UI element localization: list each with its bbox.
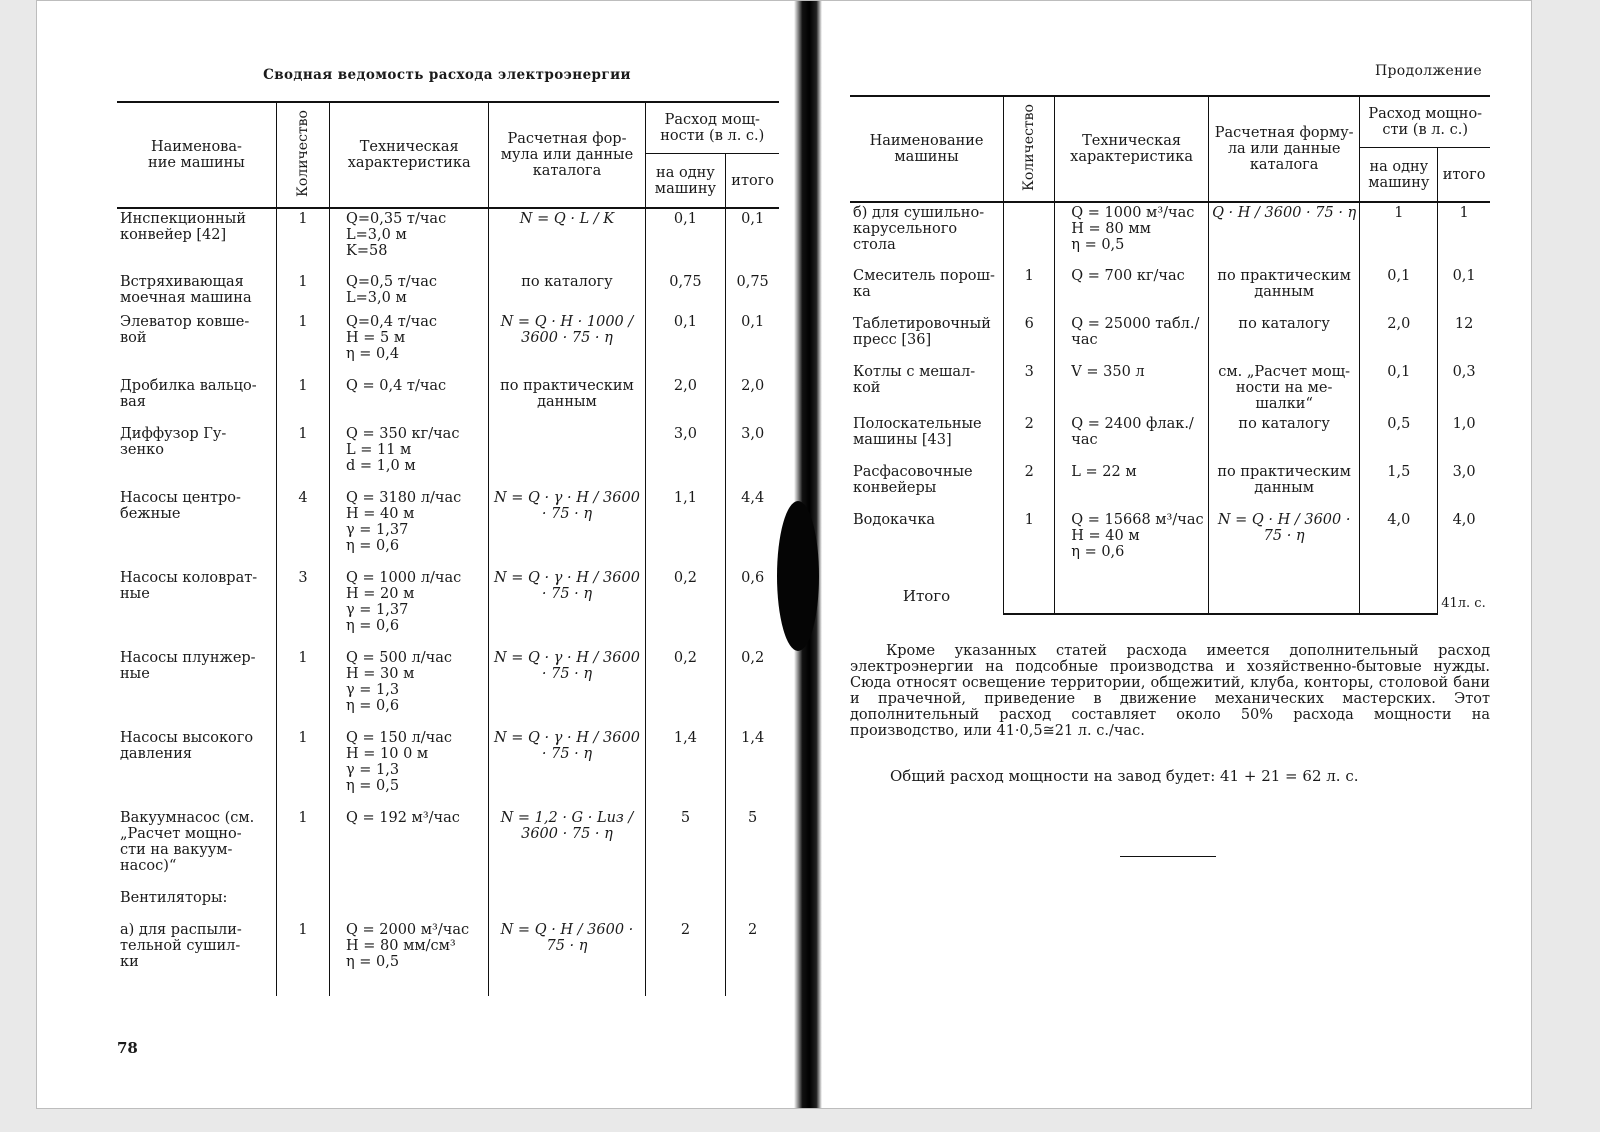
row-quantity: 2 xyxy=(1004,414,1055,462)
row-name: Водокачка xyxy=(853,512,936,528)
row-tech-spec: Q = 1000 м³/час H = 80 мм η = 0,5 xyxy=(1055,202,1209,266)
row-power-total: 5 xyxy=(726,808,779,888)
row-quantity: 4 xyxy=(276,488,329,568)
scanned-spread xyxy=(36,0,1532,1109)
row-tech-spec: Q = 15668 м³/час H = 40 м η = 0,6 xyxy=(1055,510,1209,574)
row-power-per-machine xyxy=(645,888,726,920)
row-tech-spec: Q = 2400 флак./час xyxy=(1055,414,1209,462)
row-power-total: 0,2 xyxy=(726,648,779,728)
row-name: Диффузор Гу- зенко xyxy=(120,426,227,458)
table-row xyxy=(850,462,1490,510)
row-quantity: 1 xyxy=(276,376,329,424)
row-quantity: 2 xyxy=(1004,462,1055,510)
row-quantity: 3 xyxy=(276,568,329,648)
row-power-per-machine: 0,1 xyxy=(1360,362,1438,414)
row-power-total: 2,0 xyxy=(726,376,779,424)
table-row xyxy=(850,314,1490,362)
row-power-total: 1,4 xyxy=(726,728,779,808)
row-name: Вакуумнасос (см. „Расчет мощно- сти на вакуум- насос)“ xyxy=(120,810,255,874)
header-per-machine: на одну машину xyxy=(1360,148,1438,203)
row-power-total: 3,0 xyxy=(726,424,779,488)
row-tech-spec: V = 350 л xyxy=(1055,362,1209,414)
row-tech-spec xyxy=(330,888,489,920)
table-title: Сводная ведомость расхода электроэнергии xyxy=(263,67,631,83)
row-power-per-machine: 2,0 xyxy=(1360,314,1438,362)
closing-rule xyxy=(1120,856,1216,857)
row-tech-spec: Q = 1000 л/час H = 20 м γ = 1,37 η = 0,6 xyxy=(330,568,489,648)
row-quantity: 1 xyxy=(276,728,329,808)
row-quantity: 1 xyxy=(1004,266,1055,314)
header-qty: Количество xyxy=(276,102,329,208)
row-quantity: 1 xyxy=(276,312,329,376)
row-power-per-machine: 0,75 xyxy=(645,272,726,312)
row-power-total: 0,1 xyxy=(726,208,779,272)
row-formula: по практическим данным xyxy=(489,376,645,424)
row-power-per-machine: 0,5 xyxy=(1360,414,1438,462)
row-tech-spec: Q=0,4 т/час H = 5 м η = 0,4 xyxy=(330,312,489,376)
row-name: Смеситель порош- ка xyxy=(853,268,995,300)
row-power-total: 12 xyxy=(1438,314,1490,362)
header-tech: Техническая характеристика xyxy=(330,102,489,208)
row-quantity: 1 xyxy=(276,272,329,312)
row-formula: N = Q · γ · H / 3600 · 75 · η xyxy=(489,568,645,648)
row-tech-spec: L = 22 м xyxy=(1055,462,1209,510)
power-consumption-table-continued xyxy=(850,95,1490,615)
row-tech-spec: Q = 0,4 т/час xyxy=(330,376,489,424)
row-name: Котлы с мешал- кой xyxy=(853,364,976,396)
row-formula: по практическим данным xyxy=(1208,266,1360,314)
row-quantity xyxy=(1004,202,1055,266)
row-formula: N = Q · H / 3600 · 75 · η xyxy=(489,920,645,996)
row-formula: N = Q · H · 1000 / 3600 · 75 · η xyxy=(489,312,645,376)
table-row xyxy=(117,568,779,648)
row-power-per-machine: 0,2 xyxy=(645,648,726,728)
row-name: б) для сушильно- карусельного стола xyxy=(853,205,985,253)
row-name: Насосы плунжер- ные xyxy=(120,650,256,682)
row-formula: N = Q · γ · H / 3600 · 75 · η xyxy=(489,648,645,728)
table-row xyxy=(117,272,779,312)
row-power-total: 0,1 xyxy=(726,312,779,376)
table-row xyxy=(117,888,779,920)
row-name: Инспекционный конвейер [42] xyxy=(120,211,246,243)
table-row xyxy=(850,414,1490,462)
row-name: Насосы высокого давления xyxy=(120,730,254,762)
table-row xyxy=(850,266,1490,314)
row-name: а) для распыли- тельной сушил- ки xyxy=(120,922,242,970)
row-name: Насосы центро- бежные xyxy=(120,490,241,522)
power-consumption-table xyxy=(117,101,779,996)
table-row xyxy=(850,510,1490,574)
row-power-per-machine: 1,5 xyxy=(1360,462,1438,510)
row-tech-spec: Q = 3180 л/час H = 40 м γ = 1,37 η = 0,6 xyxy=(330,488,489,568)
row-tech-spec: Q = 350 кг/час L = 11 м d = 1,0 м xyxy=(330,424,489,488)
table-row xyxy=(117,424,779,488)
row-power-per-machine: 4,0 xyxy=(1360,510,1438,574)
table-row xyxy=(117,728,779,808)
row-formula: по каталогу xyxy=(1208,314,1360,362)
table-row xyxy=(117,312,779,376)
row-formula: Q · H / 3600 · 75 · η xyxy=(1208,202,1360,266)
row-power-per-machine: 1 xyxy=(1360,202,1438,266)
header-total: итого xyxy=(1438,148,1490,203)
row-power-total: 0,75 xyxy=(726,272,779,312)
row-formula: см. „Расчет мощ- ности на ме- шалки“ xyxy=(1208,362,1360,414)
row-power-per-machine: 3,0 xyxy=(645,424,726,488)
page-number: 78 xyxy=(117,1039,138,1057)
row-power-per-machine: 0,1 xyxy=(645,208,726,272)
header-qty: Количество xyxy=(1004,96,1055,202)
row-tech-spec: Q = 500 л/час H = 30 м γ = 1,3 η = 0,6 xyxy=(330,648,489,728)
row-power-per-machine: 2,0 xyxy=(645,376,726,424)
row-tech-spec: Q = 25000 табл./час xyxy=(1055,314,1209,362)
row-tech-spec: Q = 700 кг/час xyxy=(1055,266,1209,314)
body-paragraph: Кроме указанных статей расхода имеется дополнительный расход электроэнергии на подсобные производства и хозяйственно-бытовые нужды. Сюда относят освещение территории, общежитий, клуба, конторы, столовой бани и прачечной, приведение в движение механических мастерских. Этот дополнительный расход составляет около 50% расхода мощности на производство, или 41·0,5≅21 л. с./час. xyxy=(850,643,1490,739)
row-quantity: 6 xyxy=(1004,314,1055,362)
row-quantity: 3 xyxy=(1004,362,1055,414)
row-tech-spec: Q=0,35 т/час L=3,0 м K=58 xyxy=(330,208,489,272)
header-total: итого xyxy=(726,154,779,209)
row-power-per-machine: 0,1 xyxy=(1360,266,1438,314)
row-power-per-machine: 1,4 xyxy=(645,728,726,808)
row-power-total: 1,0 xyxy=(1438,414,1490,462)
row-power-total: 0,3 xyxy=(1438,362,1490,414)
summary-line: Общий расход мощности на завод будет: 41 + 21 = 62 л. с. xyxy=(890,767,1359,785)
row-formula: N = 1,2 · G · Lиз / 3600 · 75 · η xyxy=(489,808,645,888)
row-quantity: 1 xyxy=(276,648,329,728)
table-row xyxy=(117,208,779,272)
row-power-per-machine: 0,2 xyxy=(645,568,726,648)
row-name: Таблетировочный пресс [36] xyxy=(853,316,991,348)
row-name: Полоскательные машины [43] xyxy=(853,416,982,448)
row-quantity: 1 xyxy=(276,808,329,888)
row-power-total xyxy=(726,888,779,920)
row-power-per-machine: 2 xyxy=(645,920,726,996)
row-formula: по практическим данным xyxy=(1208,462,1360,510)
total-row xyxy=(850,574,1490,614)
row-power-per-machine: 1,1 xyxy=(645,488,726,568)
row-power-total: 4,0 xyxy=(1438,510,1490,574)
row-power-total: 2 xyxy=(726,920,779,996)
row-name: Вентиляторы: xyxy=(120,890,228,906)
row-name: Встряхивающая моечная машина xyxy=(120,274,252,306)
row-quantity xyxy=(276,888,329,920)
row-quantity: 1 xyxy=(1004,510,1055,574)
table-row xyxy=(850,362,1490,414)
header-power: Расход мощно- сти (в л. с.) xyxy=(1360,96,1490,148)
row-name: Дробилка вальцо- вая xyxy=(120,378,257,410)
row-power-per-machine: 5 xyxy=(645,808,726,888)
row-tech-spec: Q = 150 л/час H = 10 0 м γ = 1,3 η = 0,5 xyxy=(330,728,489,808)
table-row xyxy=(117,648,779,728)
table-row xyxy=(117,488,779,568)
row-formula: N = Q · γ · H / 3600 · 75 · η xyxy=(489,728,645,808)
row-tech-spec: Q=0,5 т/час L=3,0 м xyxy=(330,272,489,312)
row-tech-spec: Q = 192 м³/час xyxy=(330,808,489,888)
table-body xyxy=(850,202,1490,574)
total-value: 41л. с. xyxy=(1438,574,1490,614)
table-row xyxy=(117,920,779,996)
row-name: Элеватор ковше- вой xyxy=(120,314,250,346)
row-power-total: 4,4 xyxy=(726,488,779,568)
row-power-total: 0,1 xyxy=(1438,266,1490,314)
header-tech: Техническая характеристика xyxy=(1055,96,1209,202)
row-power-per-machine: 0,1 xyxy=(645,312,726,376)
row-formula: N = Q · H / 3600 · 75 · η xyxy=(1208,510,1360,574)
row-formula: по каталогу xyxy=(1208,414,1360,462)
row-formula: N = Q · γ · H / 3600 · 75 · η xyxy=(489,488,645,568)
table-body xyxy=(117,208,779,996)
table-row xyxy=(117,376,779,424)
row-quantity: 1 xyxy=(276,424,329,488)
table-row xyxy=(117,808,779,888)
row-power-total: 3,0 xyxy=(1438,462,1490,510)
total-label: Итого xyxy=(902,587,951,605)
row-quantity: 1 xyxy=(276,920,329,996)
row-formula xyxy=(489,888,645,920)
scan-artifact xyxy=(777,501,819,651)
row-name: Расфасовочные конвейеры xyxy=(853,464,973,496)
row-power-total: 0,6 xyxy=(726,568,779,648)
header-power: Расход мощ- ности (в л. с.) xyxy=(645,102,779,154)
row-power-total: 1 xyxy=(1438,202,1490,266)
table-row xyxy=(850,202,1490,266)
header-per-machine: на одну машину xyxy=(645,154,726,209)
row-formula xyxy=(489,424,645,488)
row-tech-spec: Q = 2000 м³/час H = 80 мм/см³ η = 0,5 xyxy=(330,920,489,996)
header-formula: Расчетная фор- мула или данные каталога xyxy=(489,102,645,208)
header-formula: Расчетная форму- ла или данные каталога xyxy=(1208,96,1360,202)
row-formula: по каталогу xyxy=(489,272,645,312)
row-formula: N = Q · L / K xyxy=(489,208,645,272)
continuation-label: Продолжение xyxy=(1375,63,1482,79)
row-quantity: 1 xyxy=(276,208,329,272)
header-name: Наименова- ние машины xyxy=(117,102,276,208)
header-name: Наименование машины xyxy=(850,96,1004,202)
row-name: Насосы коловрат- ные xyxy=(120,570,258,602)
